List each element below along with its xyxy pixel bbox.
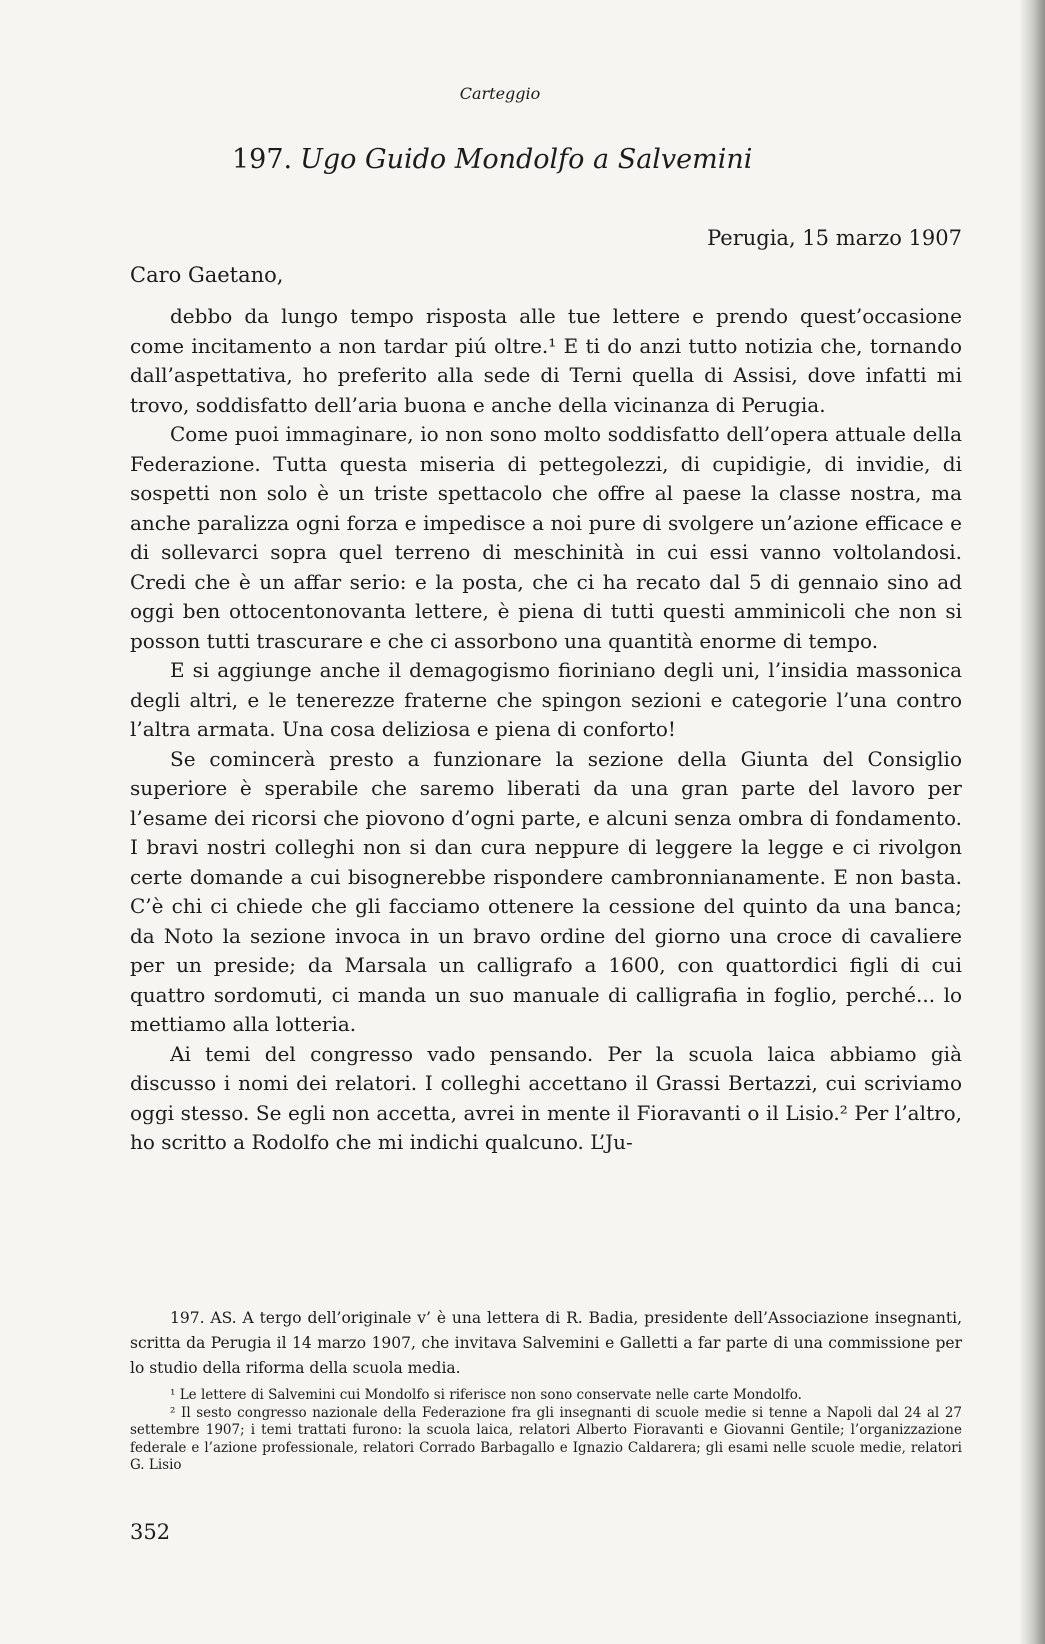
letter-number: 197. <box>232 144 293 175</box>
footnotes <box>130 1306 962 1475</box>
footnote-1: ¹ Le lettere di Salvemini cui Mondolfo si riferisce non sono conservate nelle carte Mondolfo. <box>170 1387 802 1403</box>
paragraph: debbo da lungo tempo risposta alle tue lettere e prendo quest’occasione come incitamento a non tardar piú oltre.¹ E ti do anzi tutto notizia che, tornando dall’aspettativa, ho preferito alla sede di Terni quella di Assisi, dove infatti mi trovo, soddisfatto dell’aria buona e anche della vicinanza di Perugia. <box>130 304 962 417</box>
letter-heading <box>232 144 752 175</box>
page-number: 352 <box>130 1520 171 1544</box>
paragraph: Ai temi del congresso vado pensando. Per la scuola laica abbiamo già discusso i nomi dei relatori. I colleghi accettano il Grassi Bertazzi, cui scriviamo oggi stesso. Se egli non accetta, avrei in mente il Fioravanti o il Lisio.² Per l’altro, ho scritto a Rodolfo che mi indichi qualcuno. L’Ju- <box>130 1041 962 1154</box>
running-head: Carteggio <box>459 84 541 103</box>
place-date: Perugia, 15 marzo 1907 <box>707 226 962 250</box>
paragraph: Se comincerà presto a funzionare la sezione della Giunta del Consiglio superiore è sperabile che saremo liberati da una gran parte del lavoro per l’esame dei ricorsi che piovono d’ogni parte, e alcuni senza ombra di fondamento. I bravi nostri colleghi non si dan cura neppure di leggere la legge e ci rivolgon certe domande a cui bisognerebbe rispondere cambronnianamente. E non basta. C’è chi ci chiede che gli facciamo ottenere la cessione del quinto da una banca; da Noto la sezione invoca in un bravo ordine del giorno una croce di cavaliere per un preside; da Marsala un calligrafo a 1600, con quattordici figli di cui quattro sordomuti, ci manda un suo manuale di calligrafia in foglio, perché... lo mettiamo alla lotteria. <box>130 746 962 1036</box>
page-edge-shadow <box>1019 0 1045 1644</box>
footnote-2: ² Il sesto congresso nazionale della Federazione fra gli insegnanti di scuole medie si tenne a Napoli dal 24 al 27 settembre 1907; i temi trattati furono: la scuola laica, relatori Alberto Fioravanti e Giovanni Gentile; l’organizzazione federale e l’azione professionale, relatori Corrado Barbagallo e Ignazio Caldarera; gli esami nelle scuole medie, relatori G. Lisio <box>130 1404 962 1473</box>
source-note: 197. AS. A tergo dell’originale v’ è una lettera di R. Badia, presidente dell’Associazione insegnanti, scritta da Perugia il 14 marzo 1907, che invitava Salvemini e Galletti a far parte di una commissione per lo studio della riforma della scuola media. <box>130 1309 962 1377</box>
salutation: Caro Gaetano, <box>130 263 284 287</box>
paragraph: E si aggiunge anche il demagogismo fioriniano degli uni, l’insidia massonica degli altri, e le tenerezze fraterne che spingon sezioni e categorie l’una contro l’altra armata. Una cosa deliziosa e piena di conforto! <box>130 658 962 741</box>
letter-body <box>130 302 962 1158</box>
letter-title: Ugo Guido Mondolfo a Salvemini <box>300 144 753 175</box>
paragraph: Come puoi immaginare, io non sono molto soddisfatto dell’opera attuale della Federazione. Tutta questa miseria di pettegolezzi, di cupidigie, di invidie, di sospetti non solo è un triste spettacolo che offre al paese la classe nostra, ma anche paralizza ogni forza e impedisce a noi pure di svolgere un’azione efficace e di sollevarci sopra quel terreno di meschinità in cui essi vanno voltolandosi. Credi che è un affar serio: e la posta, che ci ha recato dal 5 di gennaio sino ad oggi ben ottocentonovanta lettere, è piena di tutti questi amminicoli che non si posson tutti trascurare e che ci assorbono una quantità enorme di tempo. <box>130 422 962 653</box>
